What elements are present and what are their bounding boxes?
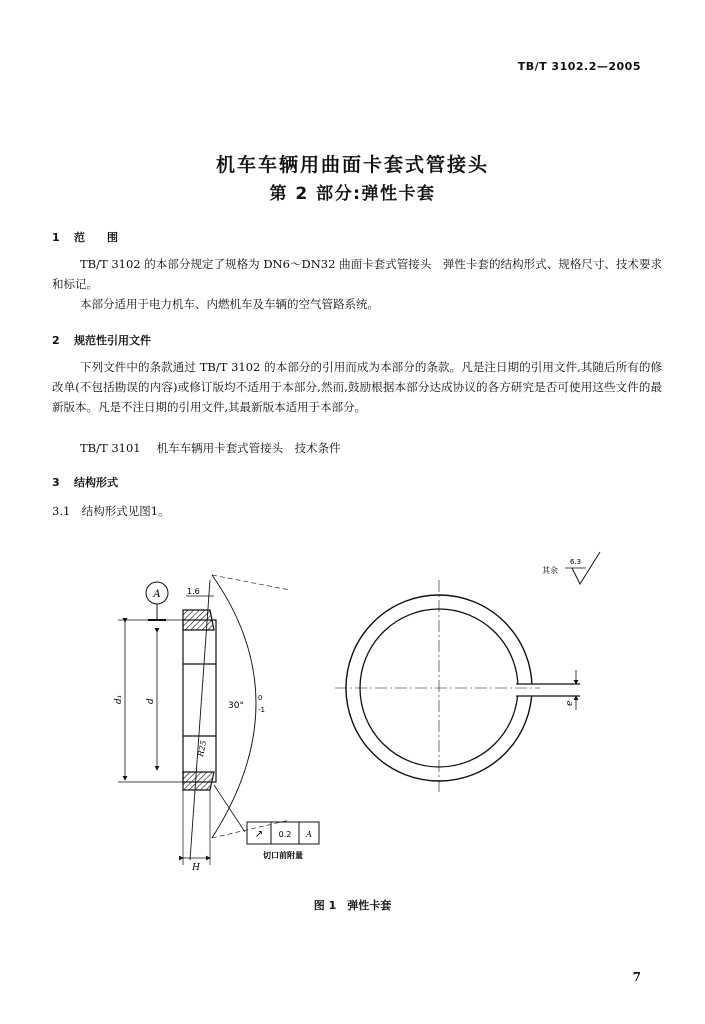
clause-3-1: 3.1 结构形式见图1。: [52, 504, 170, 518]
scope-paragraph-1: TB/T 3102 的本部分规定了规格为 DN6～DN32 曲面卡套式管接头 弹性卡套的结构形式、规格尺寸、技术要求和标记。: [52, 257, 662, 291]
tolerance-leader: [214, 785, 245, 832]
datum-label: A: [153, 589, 161, 600]
dim-h-label: H: [192, 863, 200, 873]
tolerance-symbol: ↗: [254, 829, 264, 840]
section-title: 范 围: [74, 231, 118, 244]
section-title: 结构形式: [74, 476, 118, 489]
dim-d-label: d: [146, 698, 156, 704]
dim-d1-label: d₁: [114, 694, 124, 704]
angle-label: 30°: [228, 701, 244, 711]
reference-code: TB/T 3101: [80, 441, 141, 455]
split-gap-mask: [512, 684, 544, 696]
section-number: 1: [52, 231, 60, 244]
refs-paragraph: 下列文件中的条款通过 TB/T 3102 的本部分的引用而成为本部分的条款。凡是注日期的引用文件,其随后所有的修改单(不包括勘误的内容)或修订版均不适用于本部分,然而,鼓励根据本部分达成协议的各方研究是否可使用这些文件的最新版本。凡是不注日期的引用文件,其最新版本适用于本部分。: [52, 360, 662, 414]
angle-tol-upper: 0: [258, 694, 263, 702]
tolerance-value: 0.2: [278, 830, 292, 839]
page-number: 7: [632, 970, 641, 984]
bottom-hatched-lip: [183, 772, 214, 790]
radius-label: R25: [196, 739, 209, 758]
surface-label: 其余: [542, 566, 558, 575]
angle-tol-lower: -1: [258, 706, 265, 714]
document-subtitle: 第 2 部分:弹性卡套: [269, 184, 436, 204]
section-number: 2: [52, 334, 60, 347]
scope-paragraph-2: 本部分适用于电力机车、内燃机车及车辆的空气管路系统。: [80, 297, 379, 311]
ferrule-front-view: [335, 552, 600, 795]
standard-number: TB/T 3102.2—2005: [517, 60, 641, 73]
document-title: 机车车辆用曲面卡套式管接头: [215, 154, 489, 176]
dim-top-label: 1.6: [187, 587, 200, 596]
top-hatched-lip: [183, 610, 214, 630]
dim-e-label: e: [565, 700, 575, 706]
angle-ray-top: [212, 575, 290, 590]
section-title: 规范性引用文件: [74, 334, 151, 347]
tolerance-note: 切口前附量: [263, 851, 303, 860]
reference-title: 机车车辆用卡套式管接头 技术条件: [156, 441, 341, 455]
surface-value: 6.3: [570, 558, 582, 566]
figure-caption: 图 1 弹性卡套: [313, 899, 392, 912]
tolerance-datum: A: [306, 830, 312, 839]
ferrule-outline: [183, 620, 216, 782]
section-number: 3: [52, 476, 60, 489]
ferrule-section-view: [118, 575, 319, 865]
